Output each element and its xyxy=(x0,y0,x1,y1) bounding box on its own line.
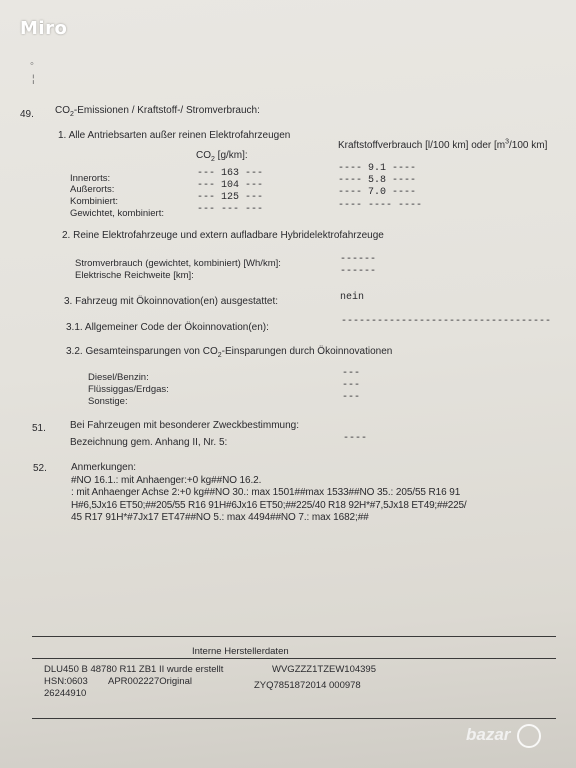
part-3-1-label: 3.1. Allgemeiner Code der Ökoinnovation(en): xyxy=(66,322,269,333)
row-label: Stromverbrauch (gewichtet, kombiniert) [Wh/km]: xyxy=(75,258,281,269)
internal-data-line: APR002227Original xyxy=(108,676,192,687)
section-51-label: Bezeichnung gem. Anhang II, Nr. 5: xyxy=(70,437,228,448)
section-52-title: Anmerkungen: xyxy=(71,462,137,473)
margin-mark: ◦ xyxy=(30,58,34,70)
section-number-51: 51. xyxy=(32,423,46,434)
part-3-2-title: 3.2. Gesamteinsparungen von $CO_2$-Einsparungen durch Ökoinnovationen xyxy=(66,346,393,359)
section-51-title: Bei Fahrzeugen mit besonderer Zweckbestimmung: xyxy=(70,420,299,431)
row-label: Sonstige: xyxy=(88,396,128,407)
row-label: Elektrische Reichweite [km]: xyxy=(75,270,194,281)
row-label: Gewichtet, kombiniert: xyxy=(70,208,164,219)
co2-value: --- --- --- xyxy=(197,204,264,215)
section-number-52: 52. xyxy=(33,463,47,474)
part-1-title: 1. Alle Antriebsarten außer reinen Elektrofahrzeugen xyxy=(58,130,291,141)
margin-mark: ¦ xyxy=(32,74,35,85)
fuel-column-header: Kraftstoffverbrauch [l/100 km] oder [$m^3/100$ km] xyxy=(338,138,548,151)
divider xyxy=(32,718,556,719)
row-value: ------ xyxy=(340,254,377,265)
part-3-value: nein xyxy=(340,292,365,303)
internal-data-title: Interne Herstellerdaten xyxy=(192,646,289,657)
row-label: Außerorts: xyxy=(70,184,115,195)
internal-data-line: 26244910 xyxy=(44,688,87,699)
watermark-site: Miro xyxy=(20,18,68,39)
row-value: --- xyxy=(342,380,361,391)
co2-value: --- 163 --- xyxy=(197,168,264,179)
section-51-value: ---- xyxy=(343,433,368,444)
row-value: ------ xyxy=(340,266,377,277)
row-label: Innerorts: xyxy=(70,173,111,184)
divider xyxy=(32,658,556,659)
internal-data-line: WVGZZZ1TZEW104395 xyxy=(272,664,376,675)
part-2-title: 2. Reine Elektrofahrzeuge und extern aufladbare Hybridelektrofahrzeuge xyxy=(62,230,384,241)
section-number-49: 49. xyxy=(20,109,34,120)
logo-circle-icon xyxy=(517,724,541,748)
internal-data-line: ZYQ7851872014 000978 xyxy=(254,680,361,691)
fuel-value: ---- ---- ---- xyxy=(338,200,423,211)
row-label: Kombiniert: xyxy=(70,196,119,207)
co2-value: --- 125 --- xyxy=(197,192,264,203)
row-label: Flüssiggas/Erdgas: xyxy=(88,384,169,395)
part-3-label: 3. Fahrzeug mit Ökoinnovation(en) ausgestattet: xyxy=(64,296,279,307)
remarks-line: 45 R17 91H*#7Jx17 ET47##NO 5.: max 4494##NO 7.: max 1682;## xyxy=(71,512,369,523)
remarks-line: #NO 16.1.: mit Anhaenger:+0 kg##NO 16.2. xyxy=(71,475,262,486)
section-49-title: $CO_2$-Emissionen / Kraftstoff-/ Stromverbrauch: xyxy=(55,105,260,118)
divider xyxy=(32,636,556,637)
fuel-value: ---- 7.0 ---- xyxy=(338,187,417,198)
fuel-value: ---- 9.1 ---- xyxy=(338,163,417,174)
remarks-line: : mit Anhaenger Achse 2:+0 kg##NO 30.: max 1501##max 1533##NO 35.: 205/55 R16 91 xyxy=(71,487,461,498)
co2-column-header: $CO_2$ [g/km]: xyxy=(196,150,248,163)
internal-data-line: DLU450 B 48780 R11 ZB1 II wurde erstellt xyxy=(44,664,224,675)
part-3-1-value: ----------------------------------- xyxy=(341,316,552,327)
watermark-brand-logo xyxy=(466,724,541,748)
remarks-line: H#6,5Jx16 ET50;##205/55 R16 91H#6Jx16 ET50;##225/40 R18 92H*#7,5Jx18 ET49;##225/ xyxy=(71,500,467,511)
internal-data-line: HSN:0603 xyxy=(44,676,88,687)
row-value: --- xyxy=(342,368,361,379)
fuel-value: ---- 5.8 ---- xyxy=(338,175,417,186)
co2-value: --- 104 --- xyxy=(197,180,264,191)
row-value: --- xyxy=(342,392,361,403)
watermark-brand: bazar xyxy=(466,725,511,745)
row-label: Diesel/Benzin: xyxy=(88,372,149,383)
